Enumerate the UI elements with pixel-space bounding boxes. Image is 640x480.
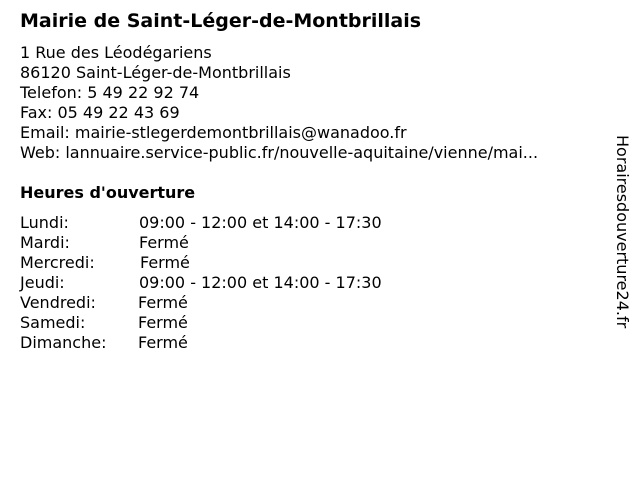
- address-city: 86120 Saint-Léger-de-Montbrillais: [20, 63, 291, 82]
- day-label: Jeudi:: [20, 273, 65, 292]
- fax-line: Fax: 05 49 22 43 69: [20, 103, 180, 122]
- hours-heading: Heures d'ouverture: [20, 183, 196, 202]
- time-value: 09:00 - 12:00 et 14:00 - 17:30: [139, 213, 382, 232]
- time-value: Fermé: [140, 253, 190, 272]
- day-label: Mardi:: [20, 233, 70, 252]
- time-value: 09:00 - 12:00 et 14:00 - 17:30: [139, 273, 382, 292]
- phone-line: Telefon: 5 49 22 92 74: [20, 83, 200, 102]
- day-label: Dimanche:: [20, 333, 107, 352]
- site-watermark: Horairesdouverture24.fr: [613, 135, 632, 329]
- day-label: Samedi:: [20, 313, 86, 332]
- address-street: 1 Rue des Léodégariens: [20, 43, 212, 62]
- time-value: Fermé: [138, 333, 188, 352]
- time-value: Fermé: [138, 313, 188, 332]
- time-value: Fermé: [138, 293, 188, 312]
- email-line: Email: mairie-stlegerdemontbrillais@wanadoo.fr: [20, 123, 407, 142]
- day-label: Mercredi:: [20, 253, 95, 272]
- day-label: Lundi:: [20, 213, 69, 232]
- contact-block: [20, 43, 538, 163]
- time-value: Fermé: [139, 233, 189, 252]
- day-label: Vendredi:: [20, 293, 96, 312]
- page-title: Mairie de Saint-Léger-de-Montbrillais: [20, 10, 422, 32]
- web-line: Web: lannuaire.service-public.fr/nouvelle-aquitaine/vienne/mai...: [20, 143, 539, 162]
